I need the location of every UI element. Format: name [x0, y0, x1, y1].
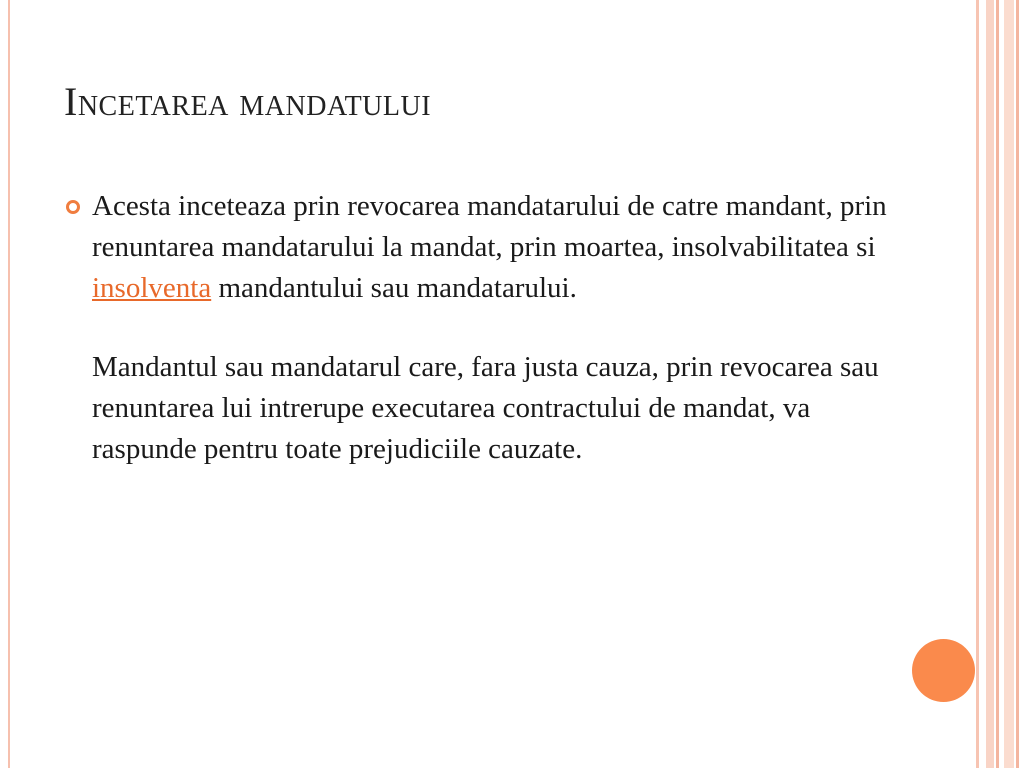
bullet-paragraph	[64, 186, 894, 309]
right-stripe-3	[996, 0, 999, 768]
right-stripe-2	[986, 0, 994, 768]
insolventa-link[interactable]: insolventa	[92, 272, 212, 304]
slide-body	[64, 186, 894, 470]
right-stripe-4	[1004, 0, 1014, 768]
slide-title: Incetarea mandatului	[64, 79, 432, 124]
paragraph1-text-before: Acesta inceteaza prin revocarea mandatarului de catre mandant, prin renuntarea mandatarului la mandat, prin moartea, insolvabilitatea si	[92, 190, 887, 263]
second-paragraph: Mandantul sau mandatarul care, fara justa cauza, prin revocarea sau renuntarea lui intrerupe executarea contractului de mandat, va raspunde pentru toate prejudiciile cauzate.	[92, 351, 879, 465]
right-stripe-5	[1016, 0, 1019, 768]
orange-circle-decoration	[912, 639, 975, 702]
ring-bullet-icon	[66, 200, 80, 214]
left-border-line	[8, 0, 10, 768]
right-stripe-1	[976, 0, 979, 768]
paragraph1-text-after: mandantului sau mandatarului.	[211, 272, 577, 304]
